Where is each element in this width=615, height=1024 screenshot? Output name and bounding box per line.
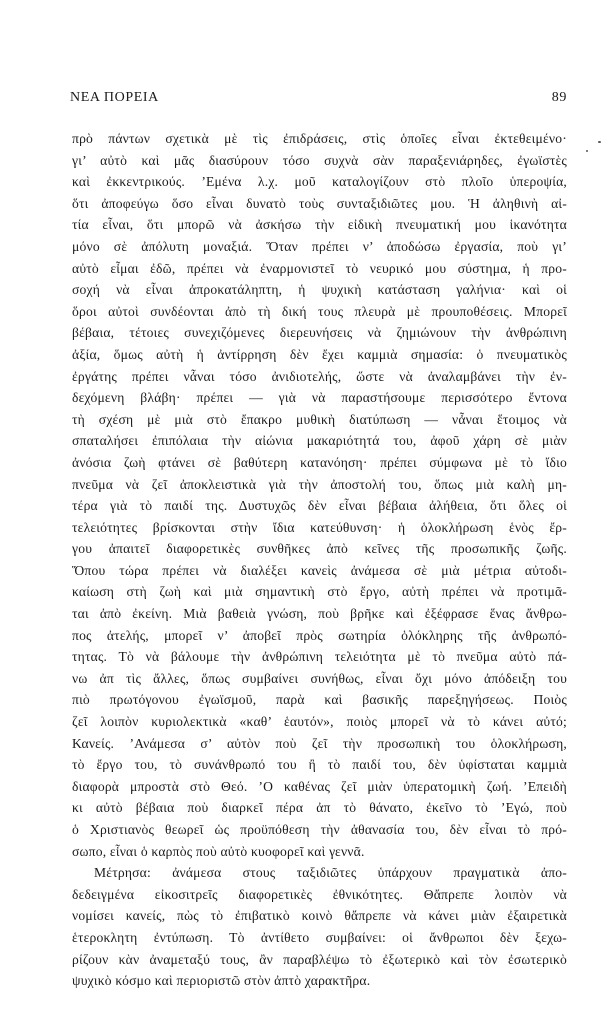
text-line: ἐργάτης πρέπει νἆναι τόσο ἀνιδιοτελής, ὥστε νὰ ἀναλαμβάνει τὴν ἐν- (72, 368, 567, 384)
text-line: τὴ σχέση μὲ μιὰ στὸ ἔπακρο μυθικὴ διατύπωση — νἆναι ἕτοιμος νὰ (72, 411, 567, 427)
text-line: πρὸ πάντων σχετικὰ μὲ τὶς ἐπιδράσεις, στὶς ὁποῖες εἶναι ἐκτεθειμένο· (72, 131, 567, 146)
text-line: νω ἀπ τὶς ἄλλες, ὅπως συμβαίνει συνήθως, εἶναι ὄχι μόνο ἀπόδειξη του (72, 670, 567, 686)
paragraph-end-line: σωπο, εἶναι ὁ καρπὸς ποὺ αὐτὸ κυοφορεῖ καὶ γεννᾶ. (72, 843, 365, 859)
text-line: γι’ αὐτὸ καὶ μᾶς διασύρουν τόσο συχνὰ σὰν παραξενιάρηδες, ἐγωϊστὲς (72, 152, 567, 168)
text-line: καὶ ἐκκεντρικούς. ’Εμένα λ.χ. μοῦ καταλογίζουν στὸ πλοῖο ὑπεροψία, (72, 174, 567, 190)
body-text (72, 128, 567, 992)
text-line: ὅροι αὐτοὶ συνδέονται ἀπὸ τὴ δική τους πλευρὰ μὲ προυποθέσεις. Μπορεῖ (72, 303, 567, 319)
text-line: ρίζουν κὰν ἀναμεταξύ τους, ἂν παραβλέψω τὸ ἐξωτερικὸ καὶ τὸν ἐσωτερικὸ (72, 951, 567, 967)
text-line: Κανείς. ’Ανάμεσα σ’ αὐτὸν ποὺ ζεῖ τὴν προσωπικὴ του ὁλοκλήρωση, (72, 735, 567, 751)
text-line: ἀνόσια ζωὴ φτάνει σὲ βαθύτερη κατανόηση· πρέπει σύμφωνα μὲ τὸ ἴδιο (72, 454, 567, 470)
text-line: ἑτεροκλητη ἐντύπωση. Τὸ ἀντίθετο συμβαίνει: οἱ ἄνθρωποι δὲν ξεχω- (72, 929, 567, 945)
text-line: τὸ ἔργο του, τὸ συνάνθρωπό του ἢ τὸ παιδί του, δὲν ὑφίσταται καμμιὰ (72, 757, 567, 773)
text-line: ζεῖ λοιπὸν κυριολεκτικὰ «καθ’ ἑαυτόν», ποιὸς μπορεῖ νὰ τὸ κάνει αὐτό; (72, 714, 567, 730)
text-line: αὐτὸ εἶμαι ἐδῶ, πρέπει νὰ ἐναρμονιστεῖ τὸ νευρικό μου σύστημα, ἡ προ- (72, 260, 567, 276)
paragraph-end-line: ψυχικὸ κόσμο καὶ περιοριστῶ στὸν ἀπτὸ χαρακτῆρα. (72, 973, 371, 989)
text-line: Ὅπου τώρα πρέπει νὰ διαλέξει κανεὶς ἀνάμεσα σὲ μιὰ μέτρια αὐτοδι- (72, 562, 567, 578)
running-title: ΝΕΑ ΠΟΡΕΙΑ (70, 90, 159, 105)
text-line: καίωση στὴ ζωὴ καὶ μιὰ σημαντικὴ στὸ ἔργο, αὐτὴ πρέπει νὰ προτιμᾶ- (72, 584, 567, 600)
text-line: νομίσει κανείς, πὼς τὸ ἐπιβατικὸ κοινὸ θἄπρεπε νὰ κάνει μιὰν ἐξαιρετικὰ (72, 908, 567, 924)
text-line: τία εἶναι, ὅτι μπορῶ νὰ ἀσκήσω τὴν εἰδικὴ πνευματική μου ἱκανότητα (72, 217, 567, 233)
text-line: μόνο σὲ ἀπόλυτη μοναξιά. Ὅταν πρέπει ν’ ἀποδώσω ἐργασία, ποὺ γι’ (72, 238, 567, 254)
text-line: διαφορὰ μπροστὰ στὸ Θεό. ’Ο καθένας ζεῖ μιὰν ὑπερατομικὴ ζωή. ’Επειδὴ (72, 778, 567, 794)
text-line: κι αὐτὸ βέβαια ποὺ διαρκεῖ πέρα ἀπ τὸ θάνατο, ἐκεῖνο τὸ ’Εγώ, ποὺ (72, 800, 567, 816)
text-line: πιὸ πρωτόγονου ἐγωϊσμοῦ, παρὰ καὶ βασικῆς παρεξηγήσεως. Ποιὸς (72, 692, 567, 708)
scan-speck (598, 141, 601, 143)
text-line: πνεῦμα νὰ ζεῖ ἀποκλειστικὰ γιὰ τὴν ἀποστολή του, ὅπως μιὰ καλὴ μη- (72, 476, 567, 492)
text-line: τελειότητες βρίσκονται στὴν ἴδια κατεύθυνση· ἡ ὁλοκλήρωση ἑνὸς ἔρ- (72, 519, 567, 535)
text-line: τέρα γιὰ τὸ παιδί της. Δυστυχῶς δὲν εἶναι βέβαια ἀλήθεια, ὅτι ὅλες οἱ (72, 498, 567, 514)
text-line: δεχόμενη βλάβη· πρέπει — γιὰ νὰ παραστήσουμε περισσότερο ἔντονα (72, 390, 567, 406)
text-line: γου ἀπαιτεῖ διαφορετικὲς συνθῆκες ἀπὸ κεῖνες τῆς προσωπικῆς ζωῆς. (72, 541, 567, 557)
text-line: ται ἀπὸ ἐκείνη. Μιὰ βαθειὰ γνώση, ποὺ βρῆκε καὶ ἐξέφρασε ἕνας ἄνθρω- (72, 606, 567, 622)
paragraph-start-line: Μέτρησα: ἀνάμεσα στους ταξιδιῶτες ὑπάρχουν πραγματικὰ ἀπο- (94, 865, 567, 881)
page-header (70, 90, 567, 110)
text-line: βέβαια, τέτοιες συνεχιζόμενες διερευνήσεις νὰ ζημιώνουν τὴν ἀνθρώπινη (72, 325, 567, 341)
text-line: τητας. Τὸ νὰ βάλουμε τὴν ἀνθρώπινη τελειότητα μὲ τὸ πνεῦμα αὐτὸ πά- (72, 649, 567, 665)
text-line: πος ἀτελής, μπορεῖ ν’ ἀποβεῖ πρὸς σωτηρία ὁλόκληρης τῆς ἀνθρωπό- (72, 627, 567, 643)
text-line: ὅτι ἀποφεύγω ὅσο εἶναι δυνατὸ τοὺς συνταξιδιῶτες μου. Ἡ ἀληθινὴ αἰ- (72, 195, 567, 211)
page-number: 89 (551, 90, 567, 105)
text-line: σπαταλήσει ἐπιπόλαια τὴν αἰώνια μακαριότητά του, ἀφοῦ χάρη σὲ μιὰν (72, 433, 567, 449)
text-line: ὁ Χριστιανὸς θεωρεῖ ὡς προϋπόθεση τὴν ἀθανασία του, δὲν εἶναι τὸ πρό- (72, 822, 567, 837)
text-line: ἀξία, ὅμως αὐτὴ ἡ ἀντίρρηση δὲν ἔχει καμμιὰ σημασία: ὁ πνευματικὸς (72, 346, 567, 362)
text-line: σοχή νὰ εἶναι ἀπροκατάληπτη, ἡ ψυχικὴ κατάσταση γαλήνια· καὶ οἱ (72, 282, 567, 298)
scan-speck (586, 150, 588, 152)
text-line: δεδειγμένα εἰκοσιτρεῖς διαφορετικὲς ἐθνικότητες. Θἄπρεπε λοιπὸν νὰ (72, 886, 567, 902)
